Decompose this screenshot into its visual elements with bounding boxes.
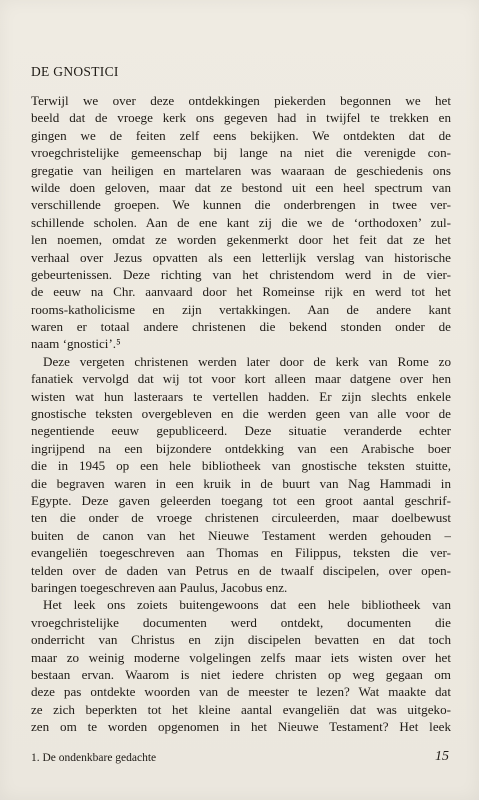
text-line: verhaal over Jezus opvatten als een letterlijk verslag van historische: [31, 249, 451, 265]
text-line: gebeurtenissen. Deze richting van het christendom werd in de vier-: [31, 266, 451, 282]
text-line: maar zo weinig moderne volgelingen zelfs maar iets wisten over het: [31, 649, 451, 665]
text-line: gingen we de feiten zelf eens bekijken. We ontdekten dat de: [31, 127, 451, 143]
text-line: negentiende eeuw gepubliceerd. Deze situatie veranderde echter: [31, 423, 451, 439]
text-line: baringen toegeschreven aan Paulus, Jacobus enz.: [31, 579, 288, 595]
text-line: naam ‘gnostici’.⁵: [31, 336, 121, 352]
text-line: zen om te worden opgenomen in het Nieuwe Testament? Het leek: [31, 719, 451, 735]
text-line: Deze vergeten christenen werden later door de kerk van Rome zo: [43, 353, 451, 369]
text-line: vroegchristelijke gemeenschap bij lange na niet die verenigde con-: [31, 145, 451, 161]
text-line: len noemen, omdat ze worden gekenmerkt door het feit dat ze het: [31, 232, 451, 248]
text-line: bestaan ervan. Waarom is niet iedere christen op weg gegaan om: [31, 666, 451, 682]
body-text: [31, 92, 451, 735]
text-line: ingrijpend na een bijzondere ontdekking van een Arabische boer: [31, 440, 451, 456]
text-line: schillende scholen. Aan de ene kant zij die we de ‘orthodoxen’ zul-: [31, 214, 451, 230]
text-line: Egypte. Deze gaven geleerden toegang tot een groot aantal geschrif-: [31, 492, 451, 508]
text-line: beeld dat de vroege kerk ons gegeven had in twijfel te trekken en: [31, 110, 451, 126]
text-line: ten die onder de vroege christenen circuleerden, maar doelbewust: [31, 510, 451, 526]
text-line: gnostische teksten overgebleven en die werden geen van alle voor de: [31, 406, 451, 422]
text-line: die in 1945 op een hele bibliotheek van gnostische teksten stuitte,: [31, 458, 451, 474]
text-line: ze zich beperkten tot het kleine aantal evangeliën dat was uitgeko-: [31, 701, 451, 717]
chapter-footer: 1. De ondenkbare gedachte: [31, 752, 157, 764]
text-line: fanatiek vervolgd dat wij tot voor kort alleen maar datgene over hen: [31, 371, 451, 387]
text-line: rooms-katholicisme en zijn vertakkingen. Aan de andere kant: [31, 301, 451, 317]
section-heading: DE GNOSTICI: [31, 64, 119, 79]
text-line: wisten wat hun lasteraars te vertellen hadden. Er zijn slechts enkele: [31, 388, 451, 404]
page-number: 15: [435, 749, 449, 764]
text-line: vroegchristelijke documenten werd ontdekt, documenten die: [31, 614, 451, 630]
text-line: onderricht van Christus en zijn discipelen bevatten en dat toch: [31, 632, 451, 648]
text-line: buiten de canon van het Nieuwe Testament werden gehouden –: [31, 527, 451, 543]
text-line: Het leek ons zoiets buitengewoons dat een hele bibliotheek van: [43, 597, 451, 613]
text-line: deze pas ontdekte woorden van de meester te lezen? Wat maakte dat: [31, 684, 451, 700]
text-line: wilde doen geloven, maar dat ze bestond uit een heel spectrum van: [31, 179, 451, 195]
text-line: waren er totaal andere christenen die bekend stonden onder de: [31, 319, 451, 335]
text-line: verschillende groepen. We kunnen die onderbrengen in twee ver-: [31, 197, 451, 213]
text-line: evangeliën toegeschreven aan Thomas en Filippus, teksten die ver-: [31, 545, 451, 561]
text-line: telden over de daden van Petrus en de twaalf discipelen, over open-: [31, 562, 451, 578]
text-line: Terwijl we over deze ontdekkingen piekerden begonnen we het: [31, 93, 451, 108]
text-line: de eeuw na Chr. aanvaard door het Romeinse rijk en werd tot het: [31, 284, 451, 300]
text-line: die begraven waren in een kruik in de buurt van Nag Hammadi in: [31, 475, 451, 491]
text-line: gregatie van heiligen en martelaren was waaraan de geschiedenis ons: [31, 162, 451, 178]
